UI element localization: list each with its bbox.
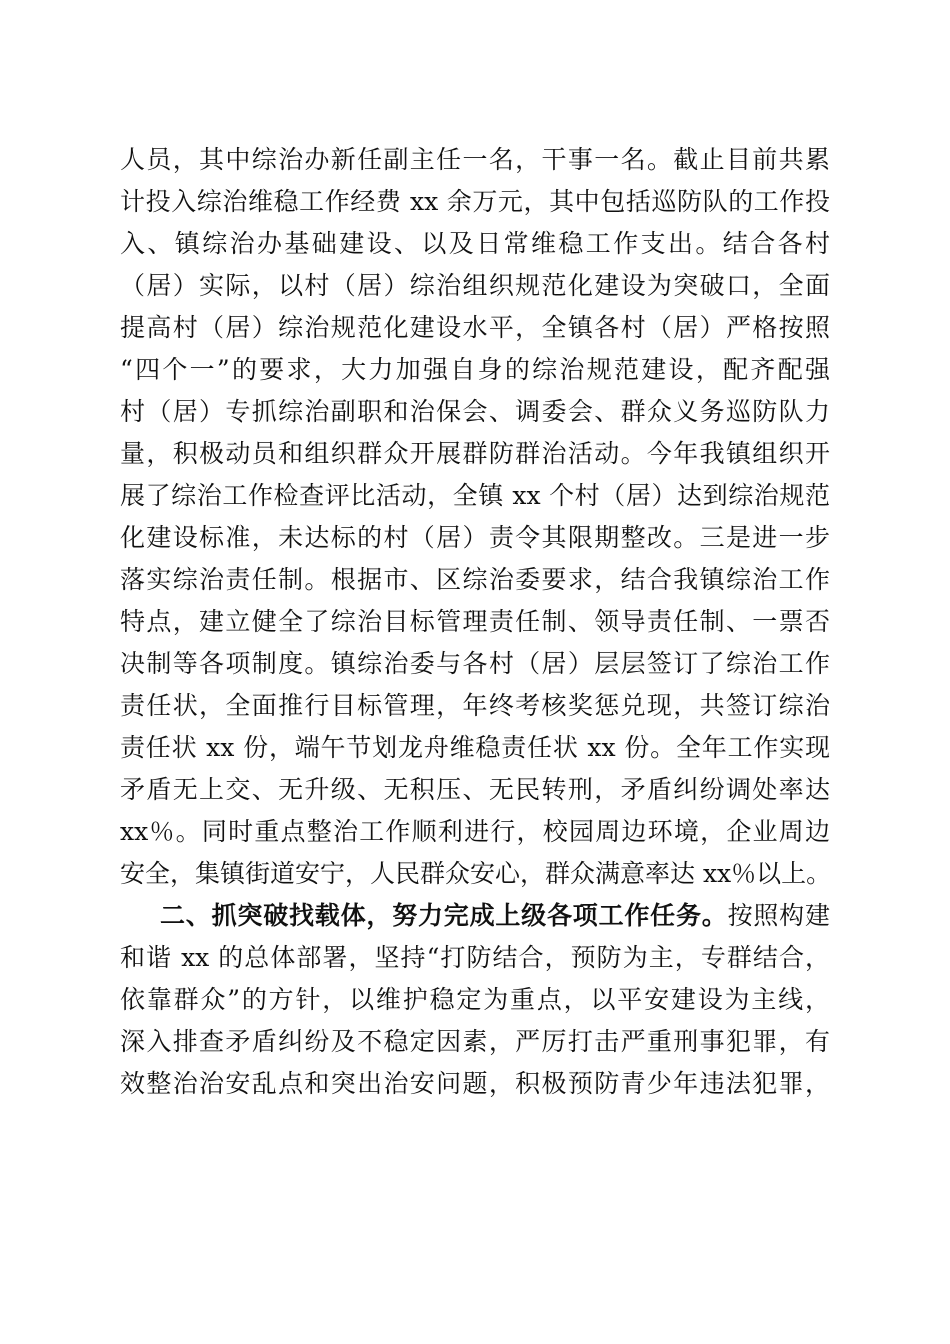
section-heading-tail: 按照构建 [727, 901, 830, 930]
paragraph-line: 人员，其中综治办新任副主任一名，干事一名。截止目前共累 [120, 145, 830, 174]
paragraph-line: 责任状 xx 份，端午节划龙舟维稳责任状 xx 份。全年工作实现 [120, 733, 830, 762]
paragraph-line: 特点，建立健全了综治目标管理责任制、领导责任制、一票否 [120, 607, 830, 636]
paragraph-line: “四个一”的要求，大力加强自身的综治规范建设，配齐配强 [120, 355, 830, 384]
paragraph-line: 入、镇综治办基础建设、以及日常维稳工作支出。结合各村 [120, 229, 830, 258]
paragraph-line: 量，积极动员和组织群众开展群防群治活动。今年我镇组织开 [120, 439, 830, 468]
paragraph-line: 责任状，全面推行目标管理，年终考核奖惩兑现，共签订综治 [120, 691, 830, 720]
paragraph-line: 和谐 xx 的总体部署，坚持“打防结合，预防为主，专群结合， [120, 943, 830, 972]
paragraph-line: 提高村（居）综治规范化建设水平，全镇各村（居）严格按照 [120, 313, 830, 342]
paragraph-line: 依靠群众”的方针，以维护稳定为重点，以平安建设为主线， [120, 985, 830, 1014]
paragraph-line: 深入排查矛盾纠纷及不稳定因素，严厉打击严重刑事犯罪，有 [120, 1027, 830, 1056]
paragraph-line: 化建设标准，未达标的村（居）责令其限期整改。三是进一步 [120, 523, 830, 552]
paragraph-line: 效整治治安乱点和突出治安问题，积极预防青少年违法犯罪， [120, 1069, 830, 1098]
paragraph-line: 村（居）专抓综治副职和治保会、调委会、群众义务巡防队力 [120, 397, 830, 426]
paragraph-line: 安全，集镇街道安宁，人民群众安心，群众满意率达 xx％以上。 [120, 859, 832, 888]
section-heading: 二、抓突破找载体，努力完成上级各项工作任务。 [160, 901, 728, 930]
section-heading-line [160, 896, 830, 936]
paragraph-line: 矛盾无上交、无升级、无积压、无民转刑，矛盾纠纷调处率达 [120, 775, 830, 804]
paragraph-line: 落实综治责任制。根据市、区综治委要求，结合我镇综治工作 [120, 565, 830, 594]
paragraph-line: （居）实际，以村（居）综治组织规范化建设为突破口，全面 [120, 271, 830, 300]
paragraph-line: 计投入综治维稳工作经费 xx 余万元，其中包括巡防队的工作投 [120, 187, 830, 216]
paragraph-line: 展了综治工作检查评比活动，全镇 xx 个村（居）达到综治规范 [120, 481, 830, 510]
paragraph-line: xx％。同时重点整治工作顺利进行，校园周边环境，企业周边 [120, 817, 830, 846]
paragraph-line: 决制等各项制度。镇综治委与各村（居）层层签订了综治工作 [120, 649, 830, 678]
